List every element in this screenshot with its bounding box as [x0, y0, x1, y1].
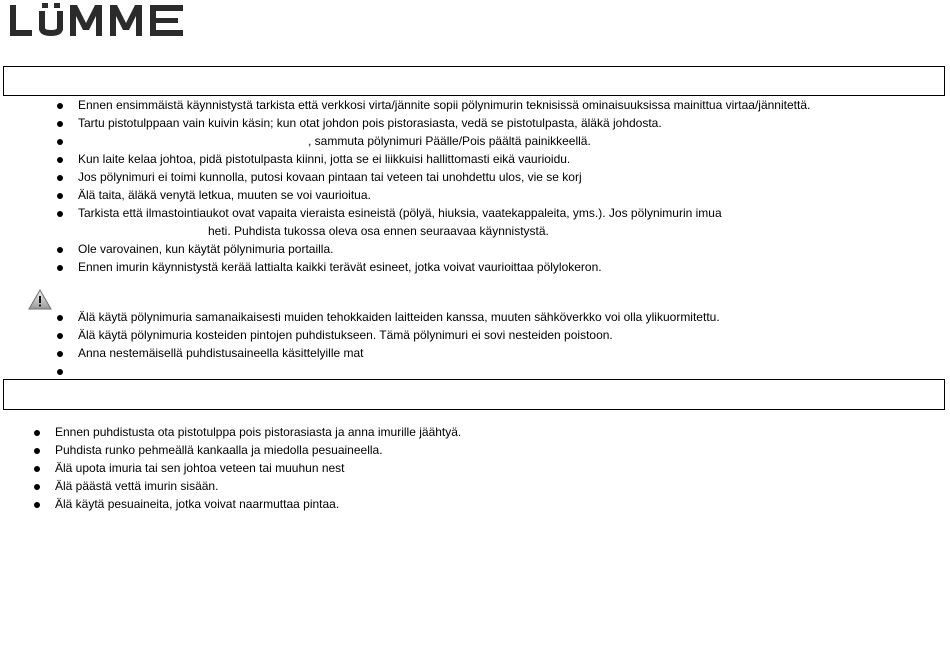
brand-logo — [10, 1, 186, 37]
list-item-text: Ennen ensimmäistä käynnistystä tarkista että verkkosi virta/jännite sopii pölynimurin teknisissä ominaisuuksissa mainittua virtaa/jännitettä. — [78, 98, 811, 112]
list-item-text: Ennen puhdistusta ota pistotulppa pois pistorasiasta ja anna imurille jäähtyä. — [55, 425, 462, 439]
warning-triangle-icon — [28, 289, 52, 310]
list-item-text: Älä käytä pesuaineita, jotka voivat naarmuttaa pintaa. — [55, 497, 340, 511]
list-item-text: Älä käytä pölynimuria kosteiden pintojen puhdistukseen. Tämä pölynimuri ei sovi nesteiden poistoon. — [78, 328, 613, 342]
list-item — [78, 344, 938, 362]
safety-instructions-list — [78, 96, 938, 276]
list-item — [55, 441, 915, 459]
list-item — [78, 326, 938, 344]
list-item — [55, 459, 915, 477]
list-item-text: Anna nestemäisellä puhdistusaineella käsittelyille mat — [78, 346, 364, 360]
list-item — [78, 308, 938, 326]
cleaning-instructions-list — [55, 423, 915, 513]
list-item-text: Ennen imurin käynnistystä kerää lattialta kaikki terävät esineet, jotka voivat vaurioittaa pölylokeron. — [78, 260, 602, 274]
list-item-text: , sammuta pölynimuri Päälle/Pois päältä painikkeellä. — [308, 134, 591, 148]
list-item — [78, 132, 938, 150]
list-item-text: Kun laite kelaa johtoa, pidä pistotulpasta kiinni, jotta se ei liikkuisi hallittomasti eikä vaurioidu. — [78, 152, 571, 166]
list-item — [78, 258, 938, 276]
list-item-continuation: heti. Puhdista tukossa oleva osa ennen seuraavaa käynnistystä. — [208, 224, 549, 238]
list-item-text: Ole varovainen, kun käytät pölynimuria portailla. — [78, 242, 334, 256]
list-item-text: Älä käytä pölynimuria samanaikaisesti muiden tehokkaiden laitteiden kanssa, muuten sähköverkko voi olla ylikuormitettu. — [78, 310, 720, 324]
list-item — [78, 240, 938, 258]
list-item-text: Tarkista että ilmastointiaukot ovat vapaita vieraista esineistä (pölyä, hiuksia, vaatekappaleita, yms.). Jos pölynimurin imua — [78, 206, 722, 220]
list-item — [78, 150, 938, 168]
list-item-text: Älä taita, äläkä venytä letkua, muuten se voi vaurioitua. — [78, 188, 371, 202]
list-item-text: Puhdista runko pehmeällä kankaalla ja miedolla pesuaineella. — [55, 443, 383, 457]
section-header-box-safety — [3, 66, 945, 96]
list-item — [55, 477, 915, 495]
list-item-text: Tartu pistotulppaan vain kuivin käsin; kun otat johdon pois pistorasiasta, vedä se pistotulpasta, äläkä johdosta. — [78, 116, 662, 130]
list-item — [78, 186, 938, 204]
list-item-text: Jos pölynimuri ei toimi kunnolla, putosi kovaan pintaan tai veteen tai unohdettu ulos, vie se korj — [78, 170, 582, 184]
list-item-text: Älä upota imuria tai sen johtoa veteen tai muuhun nest — [55, 461, 345, 475]
list-item — [78, 168, 938, 186]
warning-list — [78, 308, 938, 380]
list-item — [78, 114, 938, 132]
list-item — [78, 96, 938, 114]
list-item — [78, 204, 938, 240]
list-item — [78, 362, 938, 380]
list-item-text: Älä päästä vettä imurin sisään. — [55, 479, 219, 493]
list-item — [55, 423, 915, 441]
list-item — [55, 495, 915, 513]
section-header-box-cleaning — [3, 379, 945, 410]
